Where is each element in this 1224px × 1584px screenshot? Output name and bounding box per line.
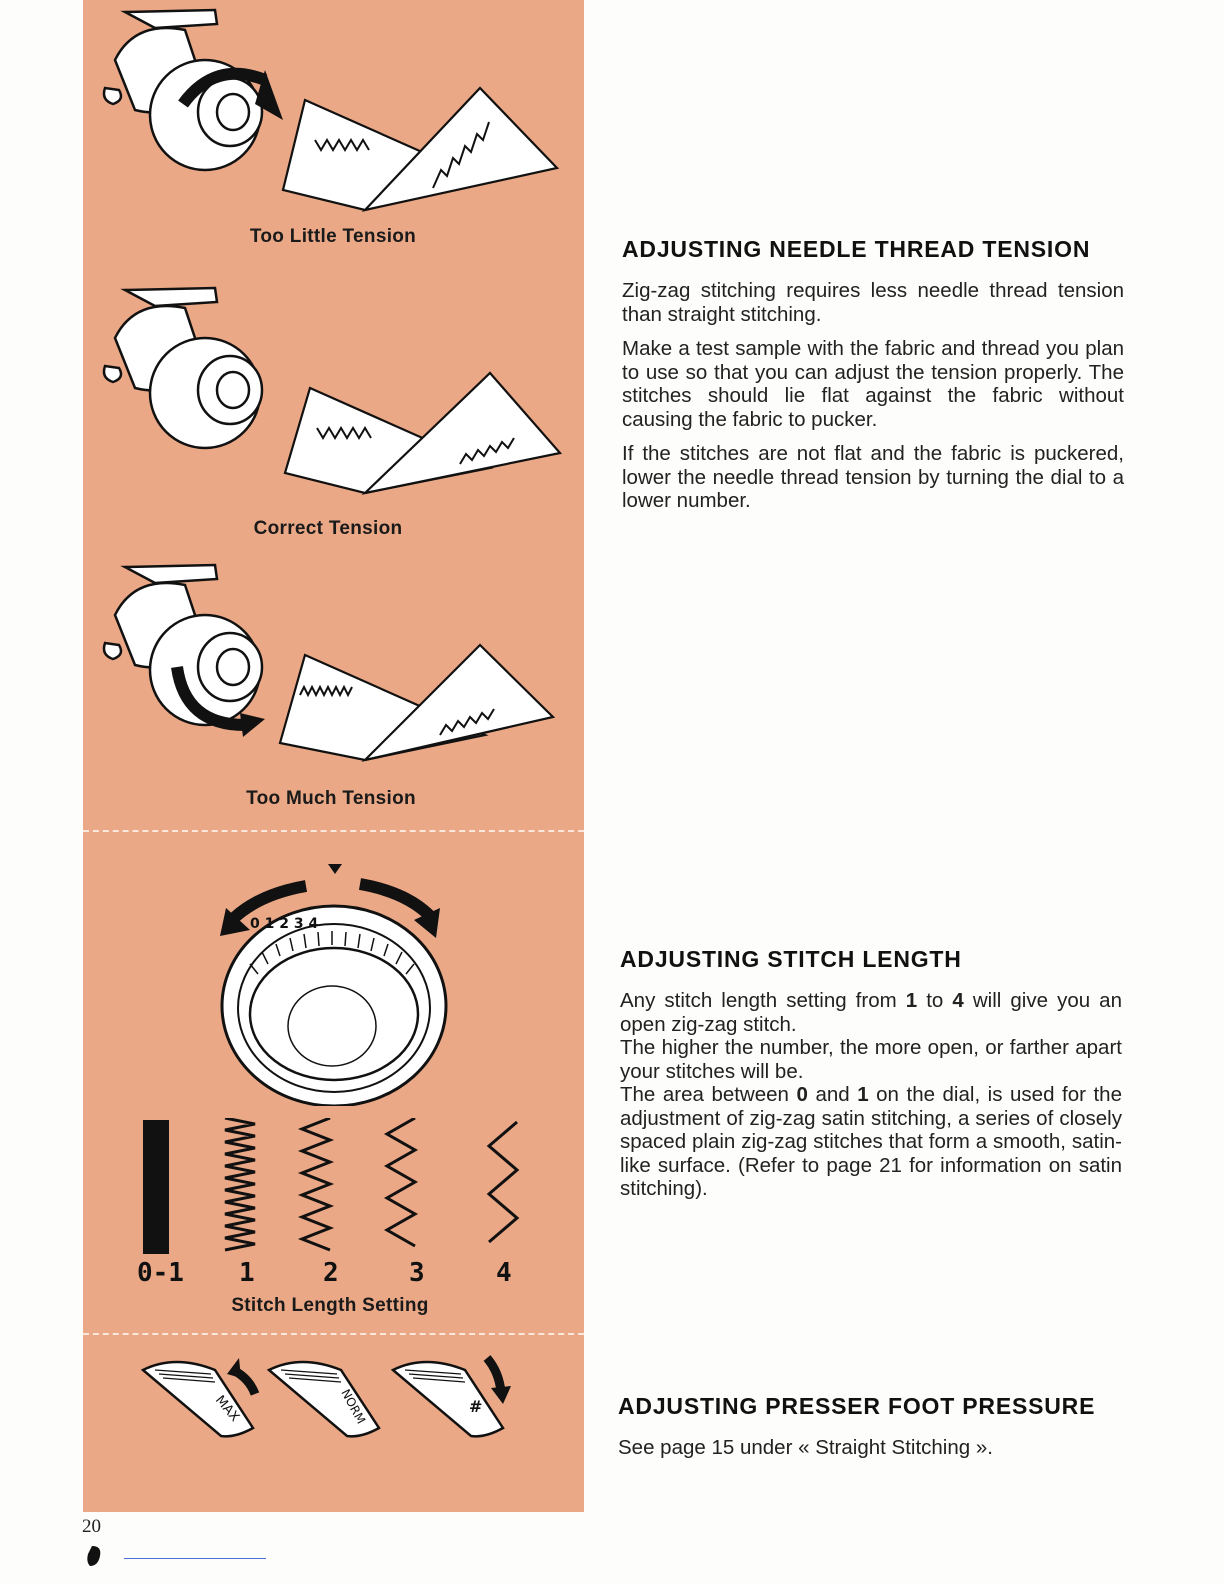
caption-correct-tension: Correct Tension: [253, 518, 403, 539]
section-presser-foot-pressure: [618, 1393, 1120, 1460]
caption-too-much-tension: Too Much Tension: [246, 788, 416, 809]
heading-presser-foot-pressure: ADJUSTING PRESSER FOOT PRESSURE: [618, 1393, 1096, 1419]
paragraph-tension-3: If the stitches are not flat and the fabric is puckered, lower the needle thread tension by turning the dial to a lower number.: [622, 442, 1124, 512]
divider-2: [83, 1333, 584, 1335]
stitch-label-4: 4: [496, 1258, 512, 1288]
section-stitch-length: [620, 946, 1122, 1201]
paragraph-tension-1: Zig-zag stitching requires less needle thread tension than straight stitching.: [622, 279, 1124, 326]
paragraph-stitch-length-2: The higher the number, the more open, or farther apart your stitches will be.: [620, 1036, 1122, 1083]
caption-too-little-tension: Too Little Tension: [249, 226, 417, 247]
heading-needle-thread-tension: ADJUSTING NEEDLE THREAD TENSION: [622, 236, 1091, 262]
paragraph-stitch-length-3: The area between 0 and 1 on the dial, is used for the adjustment of zig-zag satin stitching, a series of closely spaced plain zig-zag stitches that form a smooth, satin-like surface. (Refer to page 21 for information on satin stitching).: [620, 1083, 1122, 1200]
paragraph-presser-foot: See page 15 under « Straight Stitching ».: [618, 1436, 993, 1459]
tension-illustration-too-much: [95, 555, 575, 775]
stitch-length-dial: [210, 856, 460, 1106]
tension-illustration-correct: [95, 278, 575, 498]
stitch-samples: [135, 1118, 535, 1258]
divider-1: [83, 830, 584, 832]
section-needle-thread-tension: [622, 236, 1124, 513]
paragraph-tension-2: Make a test sample with the fabric and thread you plan to use so that you can adjust the tension properly. The stitches should lie flat against the fabric without causing the fabric to pucker.: [622, 337, 1124, 431]
ink-blot: [86, 1544, 104, 1568]
caption-stitch-length-setting: Stitch Length Setting: [231, 1295, 429, 1316]
stitch-label-0-1: 0-1: [137, 1258, 184, 1288]
knob-label-norm: NORM: [338, 1386, 369, 1427]
footer-line: [124, 1558, 266, 1559]
paragraph-stitch-length-1: Any stitch length setting from 1 to 4 will give you an open zig-zag stitch.: [620, 989, 1122, 1036]
stitch-label-3: 3: [409, 1258, 425, 1288]
knob-label-max: MAX: [211, 1392, 243, 1425]
knob-label-hash: #: [469, 1397, 483, 1416]
heading-stitch-length: ADJUSTING STITCH LENGTH: [620, 946, 962, 972]
dial-digits: 0 1 2 3 4: [250, 916, 319, 932]
tension-illustration-too-little: [95, 0, 575, 220]
page-number: 20: [82, 1516, 101, 1537]
stitch-label-1: 1: [239, 1258, 255, 1288]
stitch-label-2: 2: [323, 1258, 339, 1288]
presser-pressure-knobs: [135, 1352, 525, 1442]
